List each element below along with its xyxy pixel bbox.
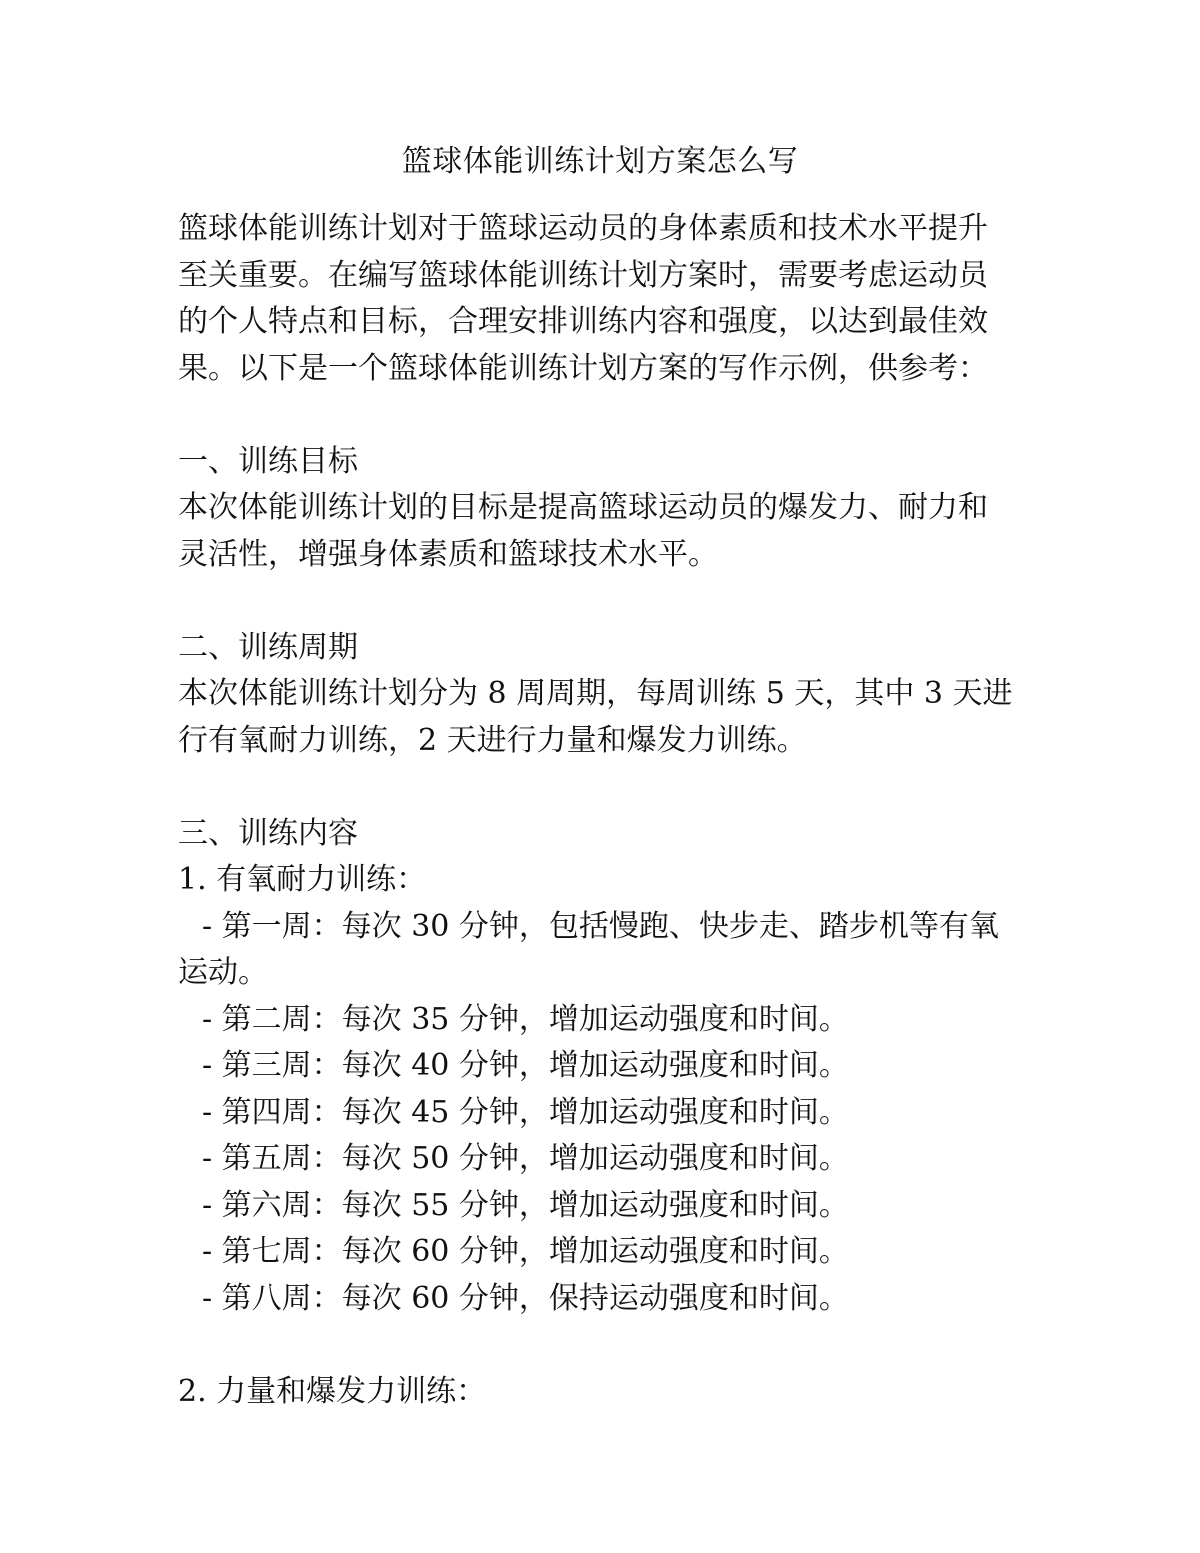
intro-line: 篮球体能训练计划对于篮球运动员的身体素质和技术水平提升 [178,211,988,246]
week-item: - 第五周：每次 50 分钟，增加运动强度和时间。 [202,1141,849,1176]
subsection-heading: 1. 有氧耐力训练： [178,862,427,897]
section-heading: 二、训练周期 [178,629,358,665]
week-item: - 第四周：每次 45 分钟，增加运动强度和时间。 [202,1094,849,1130]
section-training-goal [178,439,1028,579]
week-item: - 第七周：每次 60 分钟，增加运动强度和时间。 [202,1234,849,1269]
week-item-continuation: 运动。 [178,955,268,990]
week-item: - 第一周：每次 30 分钟，包括慢跑、快步走、踏步机等有氧 [202,908,999,944]
week-item: - 第二周：每次 35 分钟，增加运动强度和时间。 [202,1001,849,1037]
intro-line: 的个人特点和目标，合理安排训练内容和强度，以达到最佳效 [178,304,988,339]
intro-paragraph [178,206,1028,392]
spacer [178,764,1028,811]
spacer [178,392,1028,439]
section-line: 行有氧耐力训练，2 天进行力量和爆发力训练。 [178,722,807,758]
subsection-heading: 2. 力量和爆发力训练： [178,1373,487,1409]
section-line: 本次体能训练计划分为 8 周周期，每周训练 5 天，其中 3 天进 [178,676,1013,711]
section-training-cycle [178,625,1028,765]
section-line: 灵活性，增强身体素质和篮球技术水平。 [178,536,718,572]
section-heading: 一、训练目标 [178,443,358,479]
intro-line: 果。以下是一个篮球体能训练计划方案的写作示例，供参考： [178,350,988,386]
intro-line: 至关重要。在编写篮球体能训练计划方案时，需要考虑运动员 [178,257,988,293]
section-training-content [178,811,1028,1416]
week-item: - 第三周：每次 40 分钟，增加运动强度和时间。 [202,1048,849,1083]
document-title: 篮球体能训练计划方案怎么写 [401,144,799,179]
section-heading: 三、训练内容 [178,815,358,851]
document-body [178,206,1028,1415]
spacer [178,1322,1028,1369]
week-item: - 第八周：每次 60 分钟，保持运动强度和时间。 [202,1280,849,1316]
spacer [178,578,1028,625]
week-item: - 第六周：每次 55 分钟，增加运动强度和时间。 [202,1187,849,1223]
section-line: 本次体能训练计划的目标是提高篮球运动员的爆发力、耐力和 [178,490,988,525]
